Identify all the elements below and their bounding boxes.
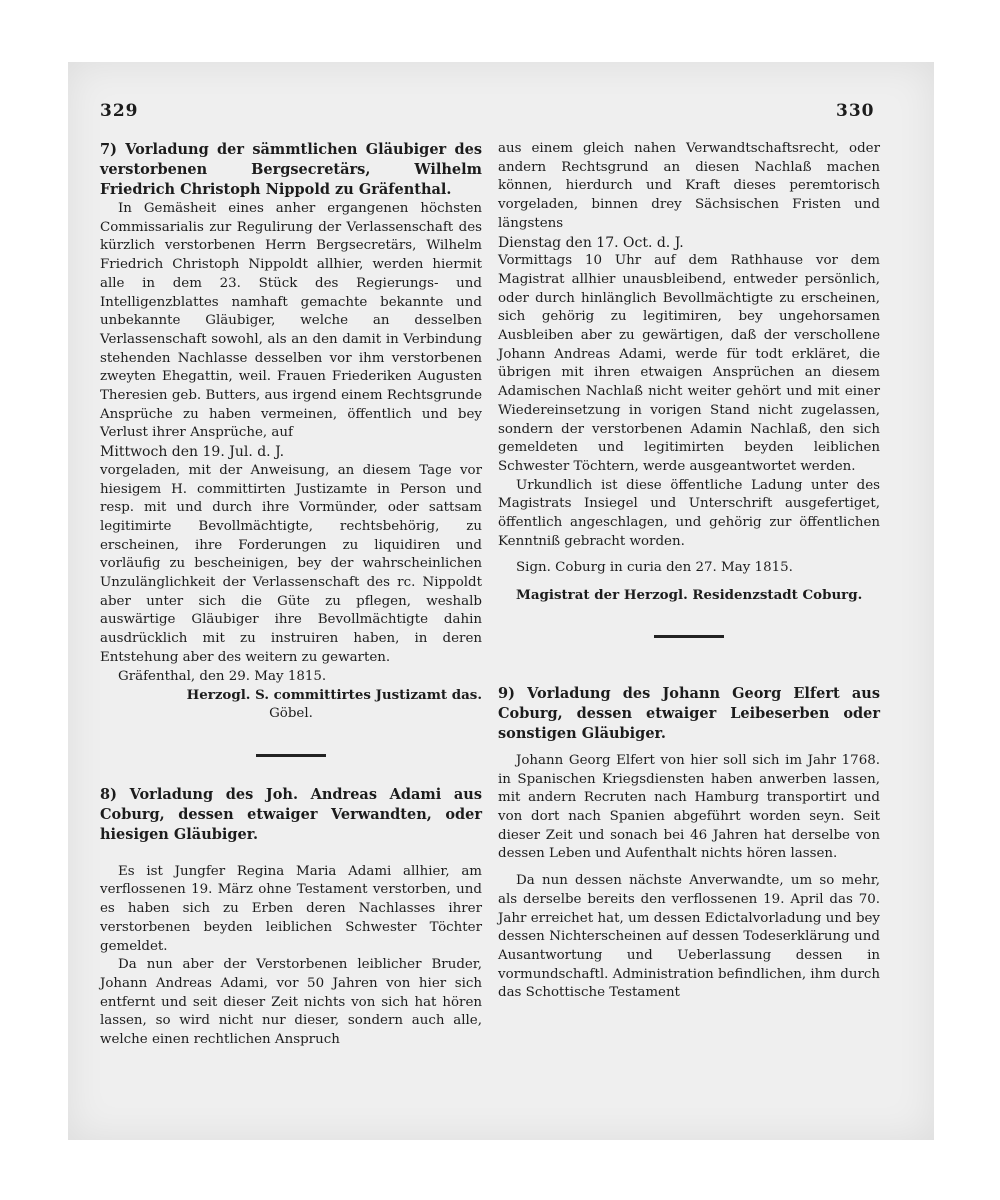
section-8-paragraph-2: Da nun aber der Verstorbenen leiblicher Bruder, Johann Andreas Adami, vor 50 Jahren von hier sich entfernt und seit dieser Zeit nichts von sich hat hören lassen, so wird nicht nur dieser, sondern auch alle, welche einen rechtlichen Anspruch — [100, 957, 482, 1048]
section-7-place-date: Gräfenthal, den 29. May 1815. — [118, 668, 327, 684]
section-divider — [654, 635, 724, 638]
section-7-name: Göbel. — [269, 705, 313, 721]
section-7-heading: 7) Vorladung der sämmtlichen Gläubiger des verstorbenen Bergsecretärs, Wilhelm Friedrich Christoph Nippold zu Gräfenthal. — [100, 141, 482, 198]
section-8-paragraph-4: Vormittags 10 Uhr auf dem Rathhause vor dem Magistrat allhier unausbleibend, entweder persönlich, oder durch hinlänglich Bevollmächtigte zu erscheinen, sich gehörig zu legitimiren, bey ungehorsamen Ausbleiben aber zu gewärtigen, daß der verschollene Johann Andreas Adami, werde für todt erkläret, die übrigen mit ihren etwaigen Ansprüchen an diesem Adamischen Nachlaß nicht weiter gehört und mit einer Wiedereinsetzung in vorigen Stand nicht zugelassen, sondern der verstorbenen Adamin Nachlaß, den sich gemeldeten und legitimirten beyden leiblichen Schwester Töchtern, werde ausgeantwortet werden. — [498, 253, 880, 474]
section-8-signer: Magistrat der Herzogl. Residenzstadt Coburg. — [516, 587, 863, 604]
section-9-paragraph-1: Johann Georg Elfert von hier soll sich im Jahr 1768. in Spanischen Kriegsdiensten haben anwerben lassen, mit andern Recruten nach Hamburg transportirt und von dort nach Spanien abgeführt worden seyn. Seit dieser Zeit und sonach bei 46 Jahren hat derselbe von dessen Leben und Aufenthalt nichts hören lassen. — [498, 752, 880, 862]
section-8-paragraph-3: aus einem gleich nahen Verwandtschaftsrecht, oder andern Rechtsgrund an diesen Nachlaß machen können, hierdurch und Kraft dieses peremtorisch vorgeladen, binnen drey Sächsischen Fristen und längstens — [498, 141, 880, 231]
section-7-paragraph-2: vorgeladen, mit der Anweisung, an diesem Tage vor hiesigem H. committirten Justizamte in Person und resp. mit und durch ihre Vormünder, oder sattsam legitimirte Bevollmächtigte, rechtsbehörig, zu erscheinen, ihre Forderungen zu liquidiren und vorläufig zu bescheinigen, bey der wahrscheinlichen Unzulänglichkeit der Verlassenschaft des rc. Nippoldt aber unter sich die Güte zu pflegen, weshalb auswärtige Gläubiger ihre Bevollmächtigte dahin ausdrücklich mit zu instruiren haben, in deren Entstehung aber des weitern zu gewarten. — [100, 462, 482, 665]
section-8-sign-date: Sign. Coburg in curia den 27. May 1815. — [516, 560, 793, 576]
section-7-paragraph-1: In Gemäsheit eines anher ergangenen höchsten Commissarialis zur Regulirung der Verlassenschaft des kürzlich verstorbenen Herrn Bergsecretärs, Wilhelm Friedrich Christoph Nippoldt allhier, werden hiermit alle in dem 23. Stück des Regierungs- und Intelligenzblattes namhaft gemachte bekannte und unbekannte Gläubiger, welche an desselben Verlassenschaft sowohl, als an den damit in Verbindung stehenden Nachlasse desselben vor ihm verstorbenen zweyten Ehegattin, weil. Frauen Friederiken Augusten Theresien geb. Butters, aus irgend einem Rechtsgrunde Ansprüche zu haben vermeinen, öffentlich und bey Verlust ihrer Ansprüche, auf — [100, 201, 482, 441]
section-9-heading: 9) Vorladung des Johann Georg Elfert aus Coburg, dessen etwaiger Leibeserben oder sonstigen Gläubiger. — [498, 684, 880, 742]
section-9-paragraph-2: Da nun dessen nächste Anverwandte, um so mehr, als derselbe bereits den verflossenen 19. April das 70. Jahr erreichet hat, um dessen Edictalvorladung und bey dessen Nichterscheinen auf dessen Todeserklärung und Ausantwortung und Ueberlassung dessen in vormundschaftl. Administration befindlichen, ihm durch das Schottische Testament — [498, 873, 880, 1001]
left-column — [100, 140, 482, 1050]
page-number-right: 330 — [836, 101, 875, 121]
section-divider — [256, 754, 326, 757]
section-8-heading: 8) Vorladung des Joh. Andreas Adami aus Coburg, dessen etwaiger Verwandten, oder hiesigen Gläubiger. — [100, 785, 482, 843]
right-column — [498, 140, 880, 1003]
section-7-signer: Herzogl. S. committirtes Justizamt das. — [186, 687, 482, 704]
section-8-date: Dienstag den 17. Oct. d. J. — [498, 234, 684, 251]
section-7-date: Mittwoch den 19. Jul. d. J. — [100, 444, 285, 461]
page-number-left: 329 — [100, 101, 139, 121]
section-8-paragraph-1: Es ist Jungfer Regina Maria Adami allhier, am verflossenen 19. März ohne Testament verstorben, und es haben sich zu Erben deren Nachlasses ihrer verstorbenen beyden leiblichen Schwester Töchter gemeldet. — [100, 863, 482, 954]
section-8-paragraph-5: Urkundlich ist diese öffentliche Ladung unter des Magistrats Insiegel und Unterschrift ausgefertiget, öffentlich angeschlagen, und gehörig zur öffentlichen Kenntniß gebracht worden. — [498, 477, 880, 549]
